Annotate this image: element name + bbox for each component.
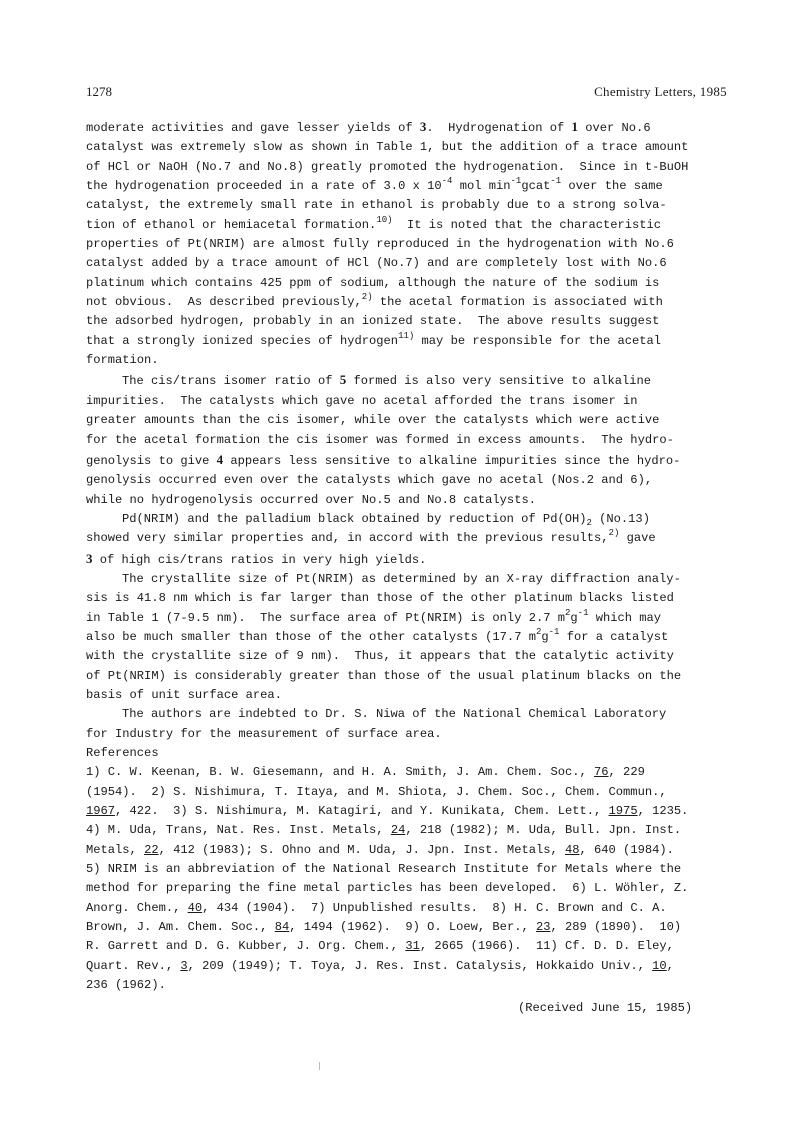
text-run: formed is also very sensitive to alkaline xyxy=(346,374,652,389)
text-run: for Industry for the measurement of surface area. xyxy=(86,726,442,741)
text-line xyxy=(86,549,730,570)
superscript: 2) xyxy=(361,292,373,303)
superscript: -1 xyxy=(548,626,560,637)
reference-line xyxy=(86,976,730,995)
text-run: The cis/trans isomer ratio of xyxy=(122,374,340,389)
text-run: over the same xyxy=(561,179,663,194)
text-run: formation. xyxy=(86,353,159,368)
volume-number: 24 xyxy=(390,823,406,838)
text-run: properties of Pt(NRIM) are almost fully reproduced in the hydrogenation with No.6 xyxy=(86,237,674,252)
text-run: , 1235. xyxy=(637,804,689,819)
text-run: mol min xyxy=(452,179,511,194)
text-run: genolysis occurred even over the catalysts which gave no acetal (Nos.2 and 6), xyxy=(86,473,653,488)
text-line xyxy=(86,254,730,273)
superscript: 10) xyxy=(376,214,393,225)
text-run: (No.13) xyxy=(591,511,650,526)
text-run: moderate activities and gave lesser yields of xyxy=(86,121,420,135)
text-run: Pd(NRIM) and the palladium black obtained by reduction of Pd(OH) xyxy=(122,511,587,526)
text-line xyxy=(86,491,730,510)
text-line xyxy=(86,332,730,351)
reference-line xyxy=(86,918,730,937)
text-run: of high cis/trans ratios in very high yields. xyxy=(92,552,427,567)
text-run: not obvious. As described previously, xyxy=(86,295,362,310)
compound-number: 1 xyxy=(571,119,578,134)
text-run: of HCl or NaOH (No.7 and No.8) greatly promoted the hydrogenation. Since in t-BuOH xyxy=(86,159,689,174)
text-run: catalyst was extremely slow as shown in Table 1, but the addition of a trace amount xyxy=(86,140,689,155)
text-run: the acetal formation is associated with xyxy=(372,295,663,310)
paragraph xyxy=(86,570,730,705)
text-line xyxy=(86,450,730,471)
references-list xyxy=(86,763,730,995)
text-line xyxy=(86,609,730,628)
text-line xyxy=(86,138,730,157)
text-run: 236 (1962). xyxy=(86,978,166,993)
volume-number: 48 xyxy=(565,842,580,857)
text-run: Brown, J. Am. Chem. Soc., xyxy=(86,920,275,935)
text-line xyxy=(86,370,730,391)
reference-line xyxy=(86,821,730,840)
received-date: (Received June 15, 1985) xyxy=(518,1001,693,1015)
text-line xyxy=(86,510,730,529)
superscript: 2 xyxy=(565,607,571,618)
text-line xyxy=(86,158,730,177)
volume-number: 40 xyxy=(187,900,203,915)
text-run: catalyst added by a trace amount of HCl (No.7) and are completely lost with No.6 xyxy=(86,256,667,271)
text-run: while no hydrogenolysis occurred over No.5 and No.8 catalysts. xyxy=(86,492,536,507)
text-line xyxy=(86,686,730,705)
reference-line xyxy=(86,899,730,918)
text-run: , 218 (1982); M. Uda, Bull. Jpn. Inst. xyxy=(405,823,682,838)
superscript: 2 xyxy=(535,626,542,637)
text-run: showed very similar properties and, in accord with the previous results, xyxy=(86,531,609,546)
text-run: , 422. 3) S. Nishimura, M. Katagiri, and Y. Kunikata, Chem. Lett., xyxy=(115,804,609,819)
text-run: , 229 xyxy=(608,765,645,780)
text-run: It is noted that the characteristic xyxy=(392,217,662,232)
compound-number: 5 xyxy=(339,372,347,388)
text-run: impurities. The catalysts which gave no acetal afforded the trans isomer in xyxy=(86,393,638,408)
text-run: which may xyxy=(588,610,662,625)
page-number: 1278 xyxy=(86,84,112,99)
text-run: method for preparing the fine metal particles has been developed. 6) L. Wöhler, Z. xyxy=(86,881,689,896)
text-line xyxy=(86,667,730,686)
text-line xyxy=(86,351,730,370)
text-run: platinum which contains 425 ppm of sodium, although the nature of the sodium is xyxy=(86,275,660,290)
text-run: The authors are indebted to Dr. S. Niwa of the National Chemical Laboratory xyxy=(122,707,667,722)
text-run: over No.6 xyxy=(578,121,651,135)
text-run: the hydrogenation proceeded in a rate of 3.0 x 10 xyxy=(86,179,442,194)
text-line xyxy=(86,471,730,490)
text-line xyxy=(86,274,730,293)
scan-mark xyxy=(319,1062,320,1070)
text-run: sis is 41.8 nm which is far larger than those of the other platinum blacks listed xyxy=(86,591,674,606)
text-line xyxy=(86,177,730,196)
superscript: -1 xyxy=(550,176,562,187)
text-run: for the acetal formation the cis isomer was formed in excess amounts. The hydro- xyxy=(86,432,674,447)
text-run: (1954). 2) S. Nishimura, T. Itaya, and M. Shiota, J. Chem. Soc., Chem. Commun., xyxy=(86,784,667,799)
text-run: also be much smaller than those of the other catalysts (17.7 m xyxy=(86,629,536,644)
text-line xyxy=(86,235,730,254)
text-run: the adsorbed hydrogen, probably in an ionized state. The above results suggest xyxy=(86,314,660,329)
text-line xyxy=(86,589,730,608)
volume-number: 22 xyxy=(144,842,159,857)
compound-number: 3 xyxy=(86,550,93,566)
text-run: in Table 1 (7-9.5 nm). The surface area of Pt(NRIM) is only 2.7 m xyxy=(86,610,565,625)
text-line xyxy=(86,628,730,647)
superscript: 11) xyxy=(398,330,415,341)
text-run: g xyxy=(541,629,549,644)
text-run: greater amounts than the cis isomer, while over the catalysts which were active xyxy=(86,413,660,428)
text-run: 1) C. W. Keenan, B. W. Giesemann, and H. A. Smith, J. Am. Chem. Soc., xyxy=(86,765,595,780)
text-line xyxy=(86,392,730,411)
text-line xyxy=(86,216,730,235)
text-line xyxy=(86,570,730,589)
text-line xyxy=(86,431,730,450)
text-run: 4) M. Uda, Trans, Nat. Res. Inst. Metals, xyxy=(86,823,391,838)
text-run: gave xyxy=(619,531,656,546)
text-run: genolysis to give xyxy=(86,453,217,468)
text-line xyxy=(86,529,730,548)
text-run: , xyxy=(666,958,674,973)
text-line xyxy=(86,725,730,744)
text-line xyxy=(86,196,730,215)
reference-line xyxy=(86,860,730,879)
text-run: , 1494 (1962). 9) O. Loew, Ber., xyxy=(289,920,536,935)
compound-number: 4 xyxy=(216,451,224,467)
superscript: -4 xyxy=(441,176,453,187)
reference-line xyxy=(86,802,730,821)
superscript: 2) xyxy=(608,528,620,539)
text-run: . Hydrogenation of xyxy=(426,121,572,135)
journal-title: Chemistry Letters, 1985 xyxy=(594,84,727,99)
volume-number: 3 xyxy=(180,958,188,973)
compound-number: 3 xyxy=(419,119,427,134)
text-run: catalyst, the extremely small rate in ethanol is probably due to a strong solva- xyxy=(86,198,667,213)
paragraph xyxy=(86,510,730,570)
reference-line xyxy=(86,763,730,782)
reference-line xyxy=(86,841,730,860)
text-run: with the crystallite size of 9 nm). Thus, it appears that the catalytic activity xyxy=(86,649,674,664)
volume-number: 1975 xyxy=(608,804,638,819)
text-run: Anorg. Chem., xyxy=(86,900,188,915)
text-run: of Pt(NRIM) is considerably greater than those of the usual platinum blacks on the xyxy=(86,668,682,683)
volume-number: 31 xyxy=(405,939,420,954)
reference-line xyxy=(86,783,730,802)
text-run: , 2665 (1966). 11) Cf. D. D. Eley, xyxy=(419,939,674,954)
subscript: 2 xyxy=(586,517,592,528)
text-run: basis of unit surface area. xyxy=(86,687,282,702)
text-run: for a catalyst xyxy=(559,629,669,644)
volume-number: 84 xyxy=(274,920,290,935)
text-run: 5) NRIM is an abbreviation of the National Research Institute for Metals where the xyxy=(86,862,682,877)
text-run: gcat xyxy=(521,179,551,194)
text-run: Metals, xyxy=(86,842,145,857)
reference-line xyxy=(86,937,730,956)
references-heading: References xyxy=(86,746,159,760)
superscript: -1 xyxy=(577,607,589,618)
page-header xyxy=(86,84,727,100)
superscript: -1 xyxy=(510,176,522,187)
reference-line xyxy=(86,957,730,976)
text-line xyxy=(86,411,730,430)
text-run: tion of ethanol or hemiacetal formation. xyxy=(86,217,377,232)
paragraph xyxy=(86,117,730,370)
acknowledgment xyxy=(86,705,730,744)
paragraph xyxy=(86,370,730,509)
text-run: appears less sensitive to alkaline impurities since the hydro- xyxy=(223,453,681,468)
text-run: R. Garrett and D. G. Kubber, J. Org. Chem., xyxy=(86,939,406,954)
text-run: Quart. Rev., xyxy=(86,958,181,973)
volume-number: 10 xyxy=(652,958,667,973)
article-body xyxy=(86,117,730,995)
text-run: , 289 (1890). 10) xyxy=(550,920,682,935)
text-line xyxy=(86,312,730,331)
reference-line xyxy=(86,879,730,898)
text-line xyxy=(86,117,730,138)
volume-number: 1967 xyxy=(86,804,116,819)
text-run: that a strongly ionized species of hydrogen xyxy=(86,333,399,348)
text-run: g xyxy=(570,610,578,625)
volume-number: 23 xyxy=(535,920,551,935)
text-run: , 209 (1949); T. Toya, J. Res. Inst. Catalysis, Hokkaido Univ., xyxy=(187,958,653,973)
text-run: , 640 (1984). xyxy=(579,842,674,857)
text-run: , 412 (1983); S. Ohno and M. Uda, J. Jpn. Inst. Metals, xyxy=(158,842,565,857)
text-line xyxy=(86,647,730,666)
text-run: The crystallite size of Pt(NRIM) as determined by an X-ray diffraction analy- xyxy=(122,571,681,586)
text-line xyxy=(86,293,730,312)
text-line xyxy=(86,705,730,724)
text-run: , 434 (1904). 7) Unpublished results. 8) H. C. Brown and C. A. xyxy=(202,900,667,915)
volume-number: 76 xyxy=(594,765,609,780)
text-run: may be responsible for the acetal xyxy=(414,333,662,348)
